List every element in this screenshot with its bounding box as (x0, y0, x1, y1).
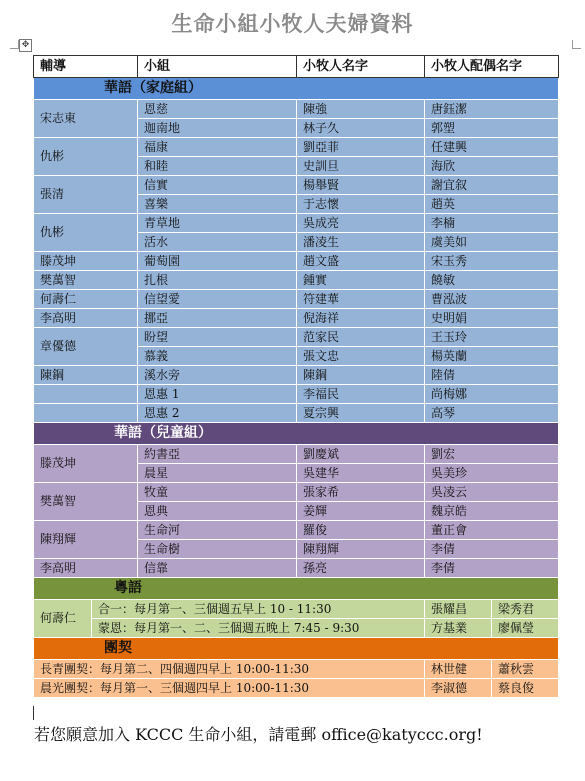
spouse-cell: 蔡良俊 (492, 679, 559, 698)
leader-cell: 孫亮 (297, 559, 425, 578)
leader-cell: 夏宗興 (297, 404, 425, 423)
spouse-cell: 王玉玲 (425, 328, 559, 347)
advisor-cell (34, 385, 138, 404)
group-cell: 恩惠 1 (138, 385, 297, 404)
margin-corner-mark-left (10, 40, 19, 49)
advisor-cell: 陳鋼 (34, 366, 138, 385)
spouse-cell: 董正會 (425, 521, 559, 540)
header-group: 小組 (138, 56, 297, 78)
spouse-cell: 海欣 (425, 157, 559, 176)
table-header-row (34, 56, 559, 78)
leader-cell: 于志懷 (297, 195, 425, 214)
group-cell: 慕義 (138, 347, 297, 366)
margin-corner-mark-right (572, 40, 581, 49)
group-schedule-cell: 合一：每月第一、三個週五早上 10 - 11:30 (92, 600, 425, 619)
table-row (34, 619, 559, 638)
spouse-cell: 李倩 (425, 559, 559, 578)
section-title: 華語（家庭組） (34, 78, 559, 100)
leader-cell: 楊舉賢 (297, 176, 425, 195)
table-row (34, 445, 559, 464)
spouse-cell: 郭塑 (425, 119, 559, 138)
advisor-cell: 滕茂坤 (34, 252, 138, 271)
leader-cell: 劉慶斌 (297, 445, 425, 464)
group-cell: 喜樂 (138, 195, 297, 214)
leader-cell: 潘凌生 (297, 233, 425, 252)
text-cursor (33, 706, 34, 720)
group-cell: 晨星 (138, 464, 297, 483)
spouse-cell: 吳凌云 (425, 483, 559, 502)
group-cell: 生命河 (138, 521, 297, 540)
leader-cell: 史訓旦 (297, 157, 425, 176)
table-row (34, 366, 559, 385)
leader-cell: 鍾實 (297, 271, 425, 290)
leader-cell: 姜輝 (297, 502, 425, 521)
advisor-cell (34, 404, 138, 423)
advisor-cell: 仇彬 (34, 214, 138, 252)
fellowship-schedule-cell: 晨光團契：每月第一、三個週四早上 10:00-11:30 (34, 679, 425, 698)
group-cell: 迦南地 (138, 119, 297, 138)
group-schedule-cell: 蒙恩：每月第一、二、三個週五晚上 7:45 - 9:30 (92, 619, 425, 638)
group-cell: 信靠 (138, 559, 297, 578)
table-row (34, 309, 559, 328)
group-cell: 福康 (138, 138, 297, 157)
advisor-cell: 何壽仁 (34, 600, 92, 638)
group-cell: 青草地 (138, 214, 297, 233)
spouse-cell: 宋玉秀 (425, 252, 559, 271)
spouse-cell: 陸倩 (425, 366, 559, 385)
spouse-cell: 梁秀君 (492, 600, 559, 619)
spouse-cell: 李楠 (425, 214, 559, 233)
leader-cell: 李福民 (297, 385, 425, 404)
spouse-cell: 楊英蘭 (425, 347, 559, 366)
group-cell: 盼望 (138, 328, 297, 347)
leader-cell: 張家希 (297, 483, 425, 502)
group-cell: 扎根 (138, 271, 297, 290)
table-row (34, 679, 559, 698)
group-cell: 活水 (138, 233, 297, 252)
roster-table (33, 55, 559, 698)
leader-cell: 林子久 (297, 119, 425, 138)
spouse-cell: 任建興 (425, 138, 559, 157)
leader-cell: 張耀昌 (425, 600, 492, 619)
table-row (34, 176, 559, 195)
spouse-cell: 蕭秋雲 (492, 660, 559, 679)
table-row (34, 559, 559, 578)
leader-cell: 吳成亮 (297, 214, 425, 233)
section-header-row (34, 78, 559, 100)
advisor-cell: 何壽仁 (34, 290, 138, 309)
table-row (34, 521, 559, 540)
advisor-cell: 樊萬智 (34, 483, 138, 521)
table-move-handle-icon[interactable]: ✥ (19, 39, 32, 52)
leader-cell: 劉亞菲 (297, 138, 425, 157)
header-advisor: 輔導 (34, 56, 138, 78)
table-row (34, 660, 559, 679)
advisor-cell: 宋志東 (34, 100, 138, 138)
spouse-cell: 虞美如 (425, 233, 559, 252)
spouse-cell: 史明娟 (425, 309, 559, 328)
advisor-cell: 樊萬智 (34, 271, 138, 290)
section-header-row (34, 638, 559, 660)
section-title: 團契 (34, 638, 559, 660)
header-leader: 小牧人名字 (297, 56, 425, 78)
advisor-cell: 章優德 (34, 328, 138, 366)
spouse-cell: 趙英 (425, 195, 559, 214)
page-title: 生命小組小牧人夫婦資料 (171, 11, 414, 36)
leader-cell: 陳強 (297, 100, 425, 119)
group-cell: 和睦 (138, 157, 297, 176)
section-header-row (34, 423, 559, 445)
spouse-cell: 饒敏 (425, 271, 559, 290)
spouse-cell: 魏京皓 (425, 502, 559, 521)
group-cell: 恩惠 2 (138, 404, 297, 423)
advisor-cell: 陳翔輝 (34, 521, 138, 559)
group-cell: 恩典 (138, 502, 297, 521)
footer-contact: 若您願意加入 KCCC 生命小組，請電郵 office@katyccc.org! (34, 725, 483, 744)
table-row (34, 252, 559, 271)
spouse-cell: 劉宏 (425, 445, 559, 464)
group-cell: 溪水旁 (138, 366, 297, 385)
leader-cell: 吳建华 (297, 464, 425, 483)
spouse-cell: 高琴 (425, 404, 559, 423)
group-cell: 葡萄園 (138, 252, 297, 271)
leader-cell: 符建華 (297, 290, 425, 309)
leader-cell: 林世健 (425, 660, 492, 679)
table-row (34, 600, 559, 619)
group-cell: 挪亞 (138, 309, 297, 328)
advisor-cell: 李高明 (34, 309, 138, 328)
leader-cell: 陳鋼 (297, 366, 425, 385)
advisor-cell: 李高明 (34, 559, 138, 578)
table-row (34, 328, 559, 347)
leader-cell: 羅俊 (297, 521, 425, 540)
header-spouse: 小牧人配偶名字 (425, 56, 559, 78)
leader-cell: 趙文盛 (297, 252, 425, 271)
spouse-cell: 唐鈺潔 (425, 100, 559, 119)
spouse-cell: 吳美珍 (425, 464, 559, 483)
group-cell: 信望愛 (138, 290, 297, 309)
group-cell: 約書亞 (138, 445, 297, 464)
spouse-cell: 尚梅娜 (425, 385, 559, 404)
spouse-cell: 廖佩瑩 (492, 619, 559, 638)
leader-cell: 倪海祥 (297, 309, 425, 328)
leader-cell: 李淑德 (425, 679, 492, 698)
group-cell: 信實 (138, 176, 297, 195)
advisor-cell: 仇彬 (34, 138, 138, 176)
table-row (34, 483, 559, 502)
advisor-cell: 張清 (34, 176, 138, 214)
table-row (34, 290, 559, 309)
section-header-row (34, 578, 559, 600)
spouse-cell: 曹泓波 (425, 290, 559, 309)
table-row (34, 100, 559, 119)
section-title: 華語（兒童組） (34, 423, 559, 445)
advisor-cell: 滕茂坤 (34, 445, 138, 483)
leader-cell: 張文忠 (297, 347, 425, 366)
group-cell: 生命樹 (138, 540, 297, 559)
leader-cell: 陳翔輝 (297, 540, 425, 559)
group-cell: 牧童 (138, 483, 297, 502)
spouse-cell: 謝宜叙 (425, 176, 559, 195)
table-row (34, 404, 559, 423)
group-cell: 恩慈 (138, 100, 297, 119)
leader-cell: 范家民 (297, 328, 425, 347)
table-row (34, 138, 559, 157)
table-row (34, 271, 559, 290)
spouse-cell: 李倩 (425, 540, 559, 559)
table-row (34, 385, 559, 404)
fellowship-schedule-cell: 長青團契：每月第二、四個週四早上 10:00-11:30 (34, 660, 425, 679)
section-title: 粵語 (34, 578, 559, 600)
leader-cell: 方基業 (425, 619, 492, 638)
table-row (34, 214, 559, 233)
